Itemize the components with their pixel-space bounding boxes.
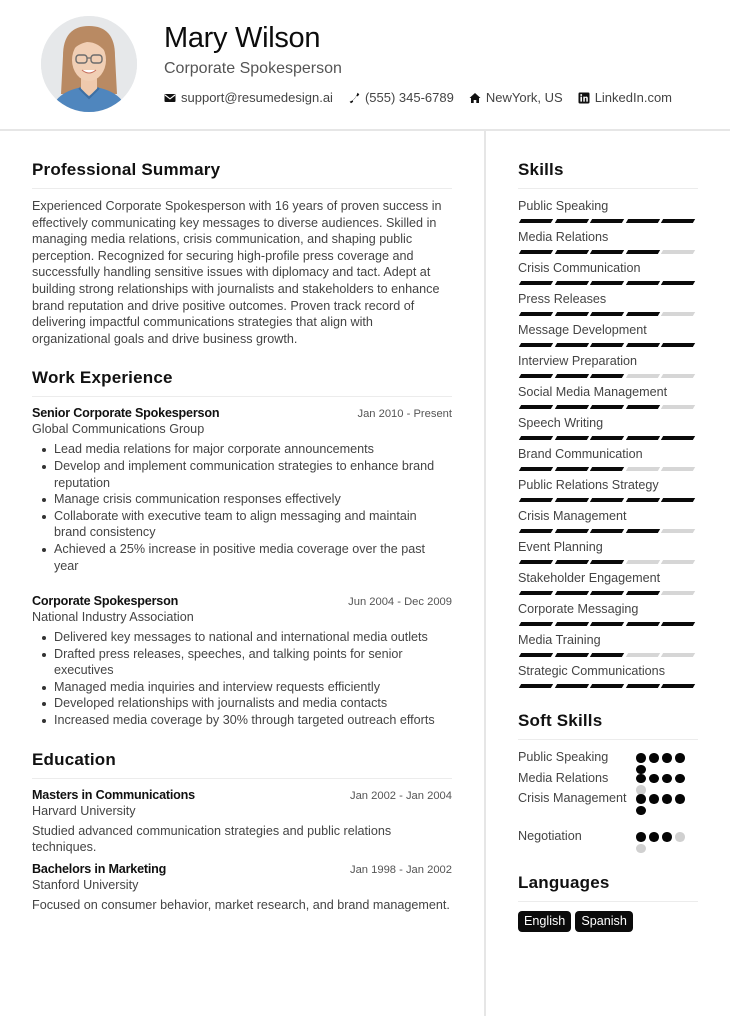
rating-segment [661, 498, 696, 502]
rating-segment [554, 281, 589, 285]
skill-name: Message Development [518, 323, 647, 337]
degree: Masters in Communications [32, 787, 195, 802]
rating-segment [519, 312, 554, 316]
skill-rating-bar [518, 591, 698, 596]
job-dates: Jan 2010 - Present [357, 408, 452, 421]
job-dates: Jun 2004 - Dec 2009 [348, 596, 452, 609]
section-heading: Professional Summary [32, 160, 452, 189]
rating-segment [554, 436, 589, 440]
envelope-icon [164, 92, 176, 104]
job-bullets [32, 629, 452, 729]
school: Harvard University [32, 803, 136, 818]
main-column [32, 160, 452, 925]
language-tag: Spanish [575, 911, 633, 932]
bullet-item: Developed relationships with journalists and media contacts [40, 695, 452, 712]
soft-skill-item [518, 790, 698, 828]
rating-segment [590, 281, 625, 285]
rating-segment [590, 560, 625, 564]
candidate-name: Mary Wilson [164, 22, 321, 54]
job-company: Global Communications Group [32, 422, 205, 437]
rating-dot [649, 794, 659, 804]
rating-segment [590, 312, 625, 316]
bullet-item: Managed media inquiries and interview requests efficiently [40, 679, 452, 696]
rating-dot [636, 806, 646, 816]
language-tags [518, 911, 698, 932]
professional-summary-section [32, 160, 452, 347]
resume-header [0, 0, 730, 131]
skill-item [518, 291, 698, 317]
skill-item [518, 198, 698, 224]
job-entry [32, 594, 452, 729]
rating-segment [626, 653, 661, 657]
rating-segment [661, 374, 696, 378]
skill-name: Corporate Messaging [518, 602, 639, 616]
skill-rating-bar [518, 467, 698, 472]
rating-segment [590, 219, 625, 223]
rating-dot [649, 774, 659, 784]
location-text: NewYork, US [485, 90, 563, 105]
rating-dot [649, 832, 659, 842]
education-description: Focused on consumer behavior, market research, and brand management. [32, 897, 450, 912]
soft-skill-name: Public Speaking [518, 750, 609, 764]
rating-segment [626, 529, 661, 533]
skill-item [518, 260, 698, 286]
skill-rating-bar [518, 622, 698, 627]
person-photo-icon [41, 16, 137, 112]
rating-segment [554, 467, 589, 471]
rating-segment [519, 281, 554, 285]
rating-segment [590, 250, 625, 254]
skills-section [518, 160, 698, 689]
rating-segment [626, 374, 661, 378]
rating-segment [626, 467, 661, 471]
skill-name: Event Planning [518, 540, 603, 554]
education-dates: Jan 1998 - Jan 2002 [349, 863, 452, 876]
rating-segment [554, 219, 589, 223]
rating-segment [626, 281, 661, 285]
skill-rating-bar [518, 498, 698, 503]
rating-segment [519, 622, 554, 626]
skill-name: Press Releases [518, 292, 607, 306]
contact-list [164, 90, 687, 105]
contact-location [469, 90, 563, 105]
rating-segment [554, 684, 589, 688]
contact-phone[interactable] [348, 90, 454, 105]
rating-segment [519, 405, 554, 409]
skill-rating-bar [518, 405, 698, 410]
rating-segment [590, 436, 625, 440]
language-tag: English [518, 911, 571, 932]
soft-skill-name: Crisis Management [518, 791, 627, 805]
rating-segment [661, 591, 696, 595]
rating-segment [519, 529, 554, 533]
skill-rating-bar [518, 250, 698, 255]
skill-rating-bar [518, 560, 698, 565]
rating-segment [519, 684, 554, 688]
skill-item [518, 477, 698, 503]
rating-dot [675, 753, 685, 763]
job-role: Corporate Spokesperson [32, 594, 179, 609]
job-bullets [32, 441, 452, 574]
rating-segment [519, 467, 554, 471]
skill-name: Interview Preparation [518, 354, 638, 368]
education-description: Studied advanced communication strategies and public relations techniques. [32, 823, 392, 855]
soft-skills-list [518, 749, 698, 849]
skill-name: Public Speaking [518, 199, 609, 213]
rating-dot [662, 774, 672, 784]
rating-segment [661, 560, 696, 564]
column-divider [484, 131, 486, 1016]
rating-segment [554, 622, 589, 626]
soft-skill-item [518, 749, 698, 770]
phone-icon [348, 92, 360, 104]
home-icon [469, 92, 481, 104]
job-entry [32, 406, 452, 574]
skill-rating-bar [518, 529, 698, 534]
rating-dot [675, 832, 685, 842]
bullet-item: Increased media coverage by 30% through targeted outreach efforts [40, 712, 452, 729]
rating-segment [661, 684, 696, 688]
rating-segment [554, 312, 589, 316]
skill-name: Social Media Management [518, 385, 668, 399]
rating-segment [590, 591, 625, 595]
rating-segment [661, 281, 696, 285]
rating-segment [626, 343, 661, 347]
soft-skill-name: Media Relations [518, 770, 609, 785]
rating-segment [661, 405, 696, 409]
rating-segment [626, 312, 661, 316]
skill-item [518, 446, 698, 472]
rating-segment [626, 498, 661, 502]
rating-segment [590, 684, 625, 688]
rating-dot [636, 844, 646, 854]
bullet-item: Lead media relations for major corporate announcements [40, 441, 452, 458]
education-section [32, 750, 452, 914]
rating-segment [590, 405, 625, 409]
rating-segment [661, 467, 696, 471]
bullet-item: Delivered key messages to national and international media outlets [40, 629, 452, 646]
rating-segment [519, 560, 554, 564]
rating-segment [661, 219, 696, 223]
skill-item [518, 663, 698, 689]
skill-item [518, 415, 698, 441]
rating-segment [554, 529, 589, 533]
rating-segment [554, 653, 589, 657]
rating-segment [554, 343, 589, 347]
rating-segment [626, 560, 661, 564]
bullet-item: Drafted press releases, speeches, and talking points for senior executives [40, 646, 452, 679]
rating-segment [661, 622, 696, 626]
rating-segment [590, 467, 625, 471]
rating-segment [590, 653, 625, 657]
rating-segment [626, 436, 661, 440]
skill-name: Crisis Communication [518, 261, 641, 275]
rating-segment [519, 374, 554, 378]
rating-segment [554, 374, 589, 378]
skill-name: Public Relations Strategy [518, 478, 659, 492]
rating-segment [519, 591, 554, 595]
rating-segment [519, 653, 554, 657]
sidebar-column [518, 160, 698, 932]
rating-dot [675, 794, 685, 804]
skill-item [518, 229, 698, 255]
soft-skill-item [518, 828, 698, 849]
rating-dot [636, 753, 646, 763]
rating-dot [662, 794, 672, 804]
rating-segment [554, 250, 589, 254]
job-company: National Industry Association [32, 610, 194, 625]
skill-rating-bar [518, 219, 698, 224]
contact-linkedin[interactable] [578, 90, 672, 105]
candidate-title: Corporate Spokesperson [164, 60, 342, 77]
linkedin-text: LinkedIn.com [594, 90, 673, 105]
skill-rating-bar [518, 653, 698, 658]
skill-name: Brand Communication [518, 447, 643, 461]
rating-segment [626, 219, 661, 223]
rating-segment [626, 405, 661, 409]
soft-skill-name: Negotiation [518, 829, 582, 843]
skill-item [518, 353, 698, 379]
rating-dot [662, 753, 672, 763]
soft-skill-rating-dots [636, 828, 688, 853]
rating-segment [519, 250, 554, 254]
rating-segment [661, 436, 696, 440]
rating-segment [590, 343, 625, 347]
school: Stanford University [32, 877, 139, 892]
skill-name: Strategic Communications [518, 664, 665, 678]
rating-dot [649, 753, 659, 763]
bullet-item: Collaborate with executive team to align messaging and maintain brand consistency [40, 508, 452, 541]
skill-item [518, 322, 698, 348]
rating-segment [661, 529, 696, 533]
rating-segment [661, 343, 696, 347]
skill-name: Crisis Management [518, 509, 627, 523]
phone-text: (555) 345-6789 [364, 90, 454, 105]
summary-text: Experienced Corporate Spokesperson with 16 years of proven success in effectively communicating key messages to diverse audiences. Skilled in managing media relations, crisis communication, and shaping public perception. Recognized for securing high-profile press coverage and successfully handling sensitive issues with diplomacy and tact. Adept at building strong relationships with journalists and stakeholders to enhance brand reputation and drive positive outcomes. Proven track record of delivering impactful communications strategies that align with organizational goals and drive business growth. [32, 199, 442, 346]
bullet-item: Achieved a 25% increase in positive media coverage over the past year [40, 541, 452, 574]
skill-rating-bar [518, 343, 698, 348]
languages-section [518, 873, 698, 932]
soft-skill-item [518, 770, 698, 791]
rating-dot [675, 774, 685, 784]
skill-item [518, 632, 698, 658]
section-heading: Skills [518, 160, 698, 189]
rating-segment [519, 219, 554, 223]
rating-segment [626, 684, 661, 688]
education-dates: Jan 2002 - Jan 2004 [349, 789, 452, 802]
rating-segment [519, 498, 554, 502]
rating-segment [626, 591, 661, 595]
skill-name: Media Relations [518, 230, 609, 244]
rating-segment [554, 560, 589, 564]
skill-rating-bar [518, 281, 698, 286]
profile-photo [41, 16, 137, 112]
skill-item [518, 539, 698, 565]
rating-dot [662, 832, 672, 842]
rating-segment [554, 498, 589, 502]
rating-dot [636, 832, 646, 842]
section-heading: Work Experience [32, 368, 452, 397]
rating-segment [661, 312, 696, 316]
linkedin-icon [578, 92, 590, 104]
skill-rating-bar [518, 684, 698, 689]
job-role: Senior Corporate Spokesperson [32, 406, 220, 421]
rating-segment [626, 250, 661, 254]
email-text: support@resumedesign.ai [181, 90, 333, 105]
degree: Bachelors in Marketing [32, 861, 167, 876]
section-heading: Soft Skills [518, 711, 698, 740]
soft-skills-section [518, 711, 698, 849]
rating-segment [590, 498, 625, 502]
education-entry [32, 788, 452, 856]
rating-segment [590, 529, 625, 533]
skill-name: Media Training [518, 633, 601, 647]
rating-dot [636, 774, 646, 784]
skill-item [518, 384, 698, 410]
education-entry [32, 862, 452, 914]
work-experience-section [32, 368, 452, 728]
skill-item [518, 570, 698, 596]
rating-segment [519, 436, 554, 440]
contact-email[interactable] [164, 90, 333, 105]
soft-skill-rating-dots [636, 790, 688, 815]
skill-rating-bar [518, 312, 698, 317]
rating-segment [661, 653, 696, 657]
rating-dot [636, 794, 646, 804]
skill-item [518, 601, 698, 627]
rating-segment [554, 405, 589, 409]
skill-item [518, 508, 698, 534]
bullet-item: Manage crisis communication responses effectively [40, 491, 452, 508]
rating-segment [519, 343, 554, 347]
rating-segment [590, 622, 625, 626]
skill-rating-bar [518, 374, 698, 379]
skill-name: Speech Writing [518, 416, 604, 430]
skill-rating-bar [518, 436, 698, 441]
rating-segment [626, 622, 661, 626]
skills-list [518, 198, 698, 689]
section-heading: Education [32, 750, 452, 779]
bullet-item: Develop and implement communication strategies to enhance brand reputation [40, 458, 452, 491]
section-heading: Languages [518, 873, 698, 902]
skill-name: Stakeholder Engagement [518, 571, 661, 585]
rating-segment [590, 374, 625, 378]
rating-segment [661, 250, 696, 254]
rating-segment [554, 591, 589, 595]
